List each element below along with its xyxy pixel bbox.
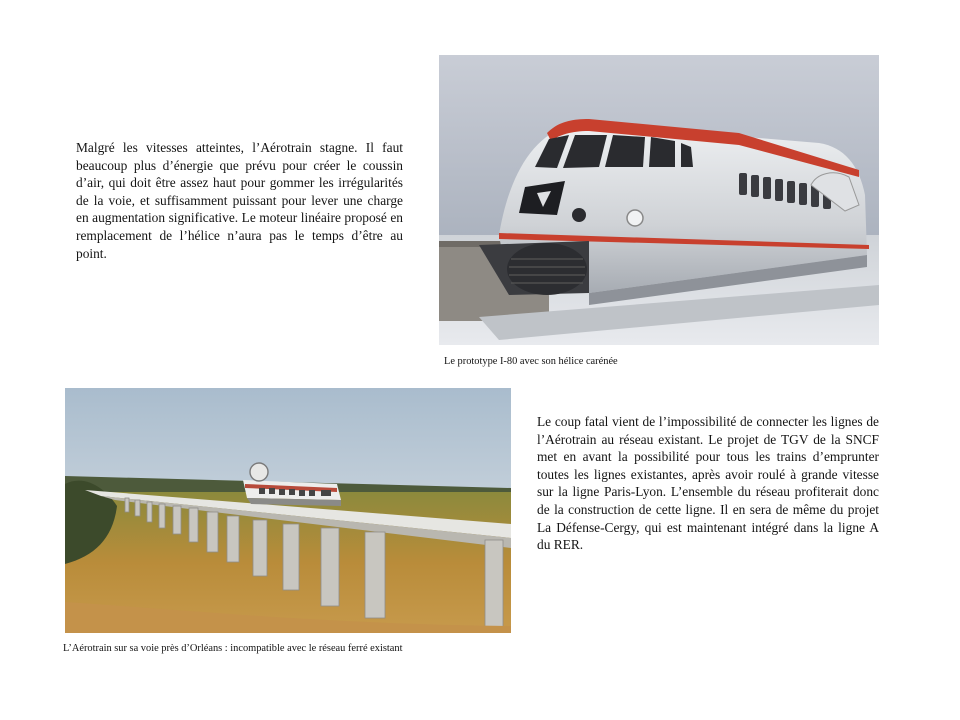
aerotrain-track-photo xyxy=(65,388,511,633)
paragraph-fatal-blow: Le coup fatal vient de l’impossibilité de connecter les lignes de l’Aérotrain au réseau existant. Le projet de TGV de la SNCF met en avant la possibilité pour tous les trains d’emprunter toutes les lignes existantes, après avoir roulé à grande vitesse sur la ligne Paris-Lyon. L’ensemble du réseau profiterait donc de la construction de cette ligne. Il en sera de même du projet La Défense-Cergy, qui est maintenant intégré dans la ligne A du RER. xyxy=(537,414,879,553)
aerotrain-prototype-photo xyxy=(439,55,879,345)
paragraph-performance: Malgré les vitesses atteintes, l’Aérotrain stagne. Il faut beaucoup plus d’énergie que prévu pour créer le coussin d’air, qui doit être assez haut pour gommer les irrégularités de la voie, et suffisamment puissant pour lever une charge en augmentation significative. Le moteur linéaire proposé en remplacement de l’hélice n’aura pas le temps d’être au point. xyxy=(76,140,403,261)
prototype-photo xyxy=(439,55,879,345)
prototype-caption: Le prototype I-80 avec son hélice carénée xyxy=(444,356,618,367)
track-photo xyxy=(65,388,511,633)
track-caption: L’Aérotrain sur sa voie près d’Orléans : incompatible avec le réseau ferré existant xyxy=(63,643,403,654)
